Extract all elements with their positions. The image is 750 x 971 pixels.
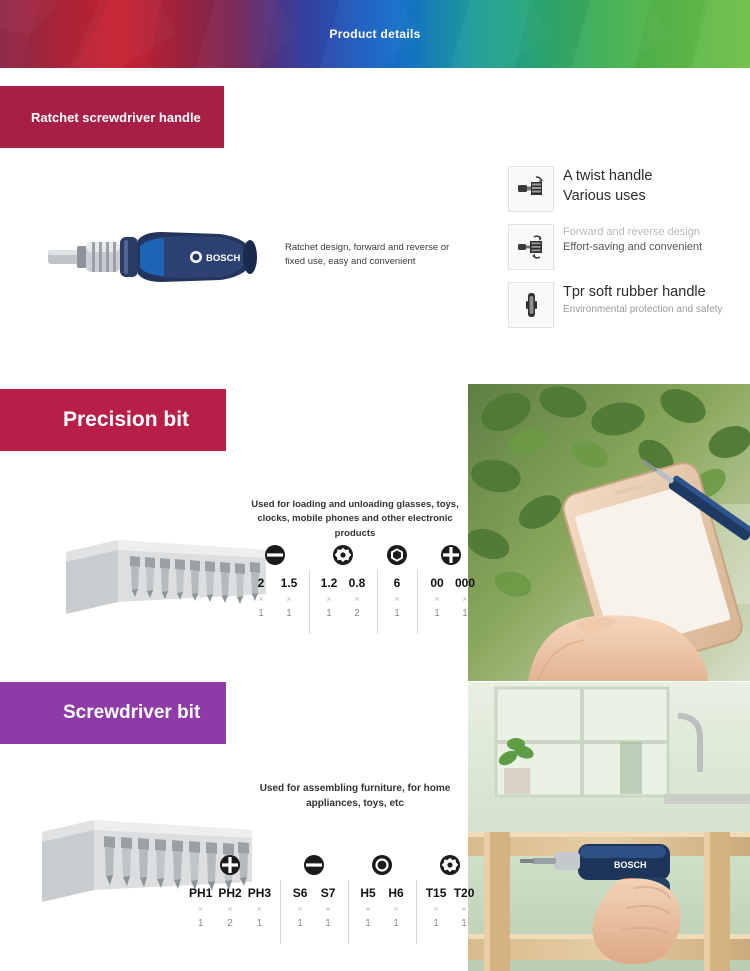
spec-multiplier: × bbox=[325, 904, 331, 914]
spec-qty: 1 bbox=[286, 608, 292, 620]
spec-multiplier: × bbox=[461, 904, 467, 914]
spec-size-col bbox=[450, 884, 478, 931]
spec-multiplier: × bbox=[256, 904, 262, 914]
spec-qty: 1 bbox=[258, 608, 264, 620]
spec-size: PH3 bbox=[247, 886, 272, 900]
handle-feature-list bbox=[508, 166, 744, 340]
spec-group bbox=[416, 850, 484, 931]
feature-item-rubber-handle bbox=[508, 282, 744, 328]
spec-multiplier: × bbox=[198, 904, 204, 914]
spec-size: 2 bbox=[257, 576, 265, 590]
spec-multiplier: × bbox=[433, 904, 439, 914]
slotted-bit-icon bbox=[264, 540, 286, 570]
spec-size-col bbox=[451, 574, 479, 621]
spec-qty: 1 bbox=[434, 608, 440, 620]
section-ribbon-precision-bit bbox=[0, 389, 226, 451]
spec-multiplier: × bbox=[286, 594, 292, 604]
spec-qty: 1 bbox=[325, 918, 331, 930]
spec-multiplier: × bbox=[326, 594, 332, 604]
spec-qty: 2 bbox=[354, 608, 360, 620]
forward-reverse-icon bbox=[508, 224, 554, 270]
torx-bit-icon bbox=[439, 850, 461, 880]
svg-text:BOSCH: BOSCH bbox=[614, 860, 647, 870]
ratchet-handle-image bbox=[44, 222, 264, 292]
spec-qty: 1 bbox=[433, 918, 439, 930]
phillips-bit-icon bbox=[219, 850, 241, 880]
spec-group bbox=[417, 540, 485, 621]
spec-size: T15 bbox=[425, 886, 447, 900]
spec-size-col bbox=[186, 884, 215, 931]
feature-subtitle: Various uses bbox=[563, 187, 646, 204]
spec-size-col bbox=[314, 884, 342, 931]
spec-size-col bbox=[354, 884, 382, 931]
spec-size-col bbox=[343, 574, 371, 621]
spec-qty: 1 bbox=[365, 918, 371, 930]
spec-size-col bbox=[245, 884, 274, 931]
screwdriver-caption: Used for assembling furniture, for home appliances, toys, etc bbox=[259, 783, 451, 809]
phillips-bit-icon bbox=[440, 540, 462, 570]
precision-spec-table bbox=[241, 540, 485, 621]
spec-qty: 1 bbox=[393, 918, 399, 930]
feature-title: Tpr soft rubber handle bbox=[563, 284, 706, 300]
screwdriver-spec-table bbox=[180, 850, 484, 931]
feature-title: A twist handle bbox=[563, 168, 653, 184]
spec-group bbox=[180, 850, 280, 931]
spec-size: 00 bbox=[430, 576, 444, 590]
spec-qty: 1 bbox=[462, 608, 468, 620]
spec-group bbox=[348, 850, 416, 931]
spec-size: H6 bbox=[388, 886, 404, 900]
rubber-handle-icon bbox=[508, 282, 554, 328]
precision-caption: Used for loading and unloading glasses, toys, clocks, mobile phones and other electronic products bbox=[251, 499, 459, 539]
spec-size-col bbox=[423, 574, 451, 621]
spec-size: S7 bbox=[320, 886, 336, 900]
spec-size-col bbox=[286, 884, 314, 931]
hex-socket-bit-icon bbox=[371, 850, 393, 880]
spec-size-col bbox=[247, 574, 275, 621]
spec-size: 1.5 bbox=[280, 576, 298, 590]
spec-group bbox=[241, 540, 309, 621]
spec-multiplier: × bbox=[227, 904, 233, 914]
spec-multiplier: × bbox=[258, 594, 264, 604]
spec-size: 6 bbox=[393, 576, 401, 590]
section-ribbon-handle bbox=[0, 86, 224, 148]
feature-item-forward-reverse bbox=[508, 224, 744, 270]
torx-bit-icon bbox=[332, 540, 354, 570]
spec-multiplier: × bbox=[354, 594, 360, 604]
spec-multiplier: × bbox=[297, 904, 303, 914]
spec-size-col bbox=[422, 884, 450, 931]
slotted-bit-icon bbox=[303, 850, 325, 880]
spec-group bbox=[309, 540, 377, 621]
spec-size-col bbox=[275, 574, 303, 621]
spec-qty: 1 bbox=[197, 918, 204, 930]
spec-size: S6 bbox=[292, 886, 308, 900]
spec-size: 000 bbox=[454, 576, 476, 590]
feature-subtitle: Effort-saving and convenient bbox=[563, 240, 703, 253]
feature-item-twist-handle bbox=[508, 166, 744, 212]
twist-handle-icon bbox=[508, 166, 554, 212]
header-title: Product details bbox=[329, 27, 421, 41]
spec-qty: 1 bbox=[461, 918, 467, 930]
section-ribbon-screwdriver-bit bbox=[0, 682, 226, 744]
header-banner bbox=[0, 0, 750, 68]
spec-size: H5 bbox=[360, 886, 376, 900]
spec-qty: 1 bbox=[297, 918, 303, 930]
section-ribbon-screwdriver-bit-label: Screwdriver bit bbox=[63, 702, 201, 723]
spec-qty: 2 bbox=[227, 918, 233, 930]
spec-size-col bbox=[382, 884, 410, 931]
spec-group bbox=[377, 540, 417, 621]
spec-multiplier: × bbox=[393, 904, 399, 914]
spec-size-col bbox=[315, 574, 343, 621]
spec-multiplier: × bbox=[365, 904, 371, 914]
section-ribbon-handle-label: Ratchet screwdriver handle bbox=[31, 109, 201, 125]
spec-qty: 1 bbox=[326, 608, 332, 620]
spec-qty: 1 bbox=[256, 918, 263, 930]
spec-size: 1.2 bbox=[320, 576, 338, 590]
spec-size: PH2 bbox=[218, 886, 242, 900]
spec-size: PH1 bbox=[189, 886, 213, 900]
hex-bit-icon bbox=[386, 540, 408, 570]
handle-description: Ratchet design, forward and reverse or fixed use, easy and convenient bbox=[285, 242, 450, 267]
spec-size-col bbox=[215, 884, 244, 931]
spec-size-col bbox=[383, 574, 411, 621]
furniture-assembly-photo bbox=[468, 682, 750, 971]
spec-size: 0.8 bbox=[348, 576, 366, 590]
spec-group bbox=[280, 850, 348, 931]
phone-repair-photo bbox=[468, 384, 750, 681]
spec-qty: 1 bbox=[394, 608, 400, 620]
section-ribbon-precision-bit-label: Precision bit bbox=[63, 408, 190, 431]
feature-subtitle: Environmental protection and safety bbox=[563, 303, 723, 315]
svg-text:BOSCH: BOSCH bbox=[206, 253, 241, 264]
spec-multiplier: × bbox=[462, 594, 468, 604]
feature-title: Forward and reverse design bbox=[563, 226, 700, 238]
spec-multiplier: × bbox=[434, 594, 440, 604]
spec-multiplier: × bbox=[394, 594, 400, 604]
spec-size: T20 bbox=[453, 886, 475, 900]
